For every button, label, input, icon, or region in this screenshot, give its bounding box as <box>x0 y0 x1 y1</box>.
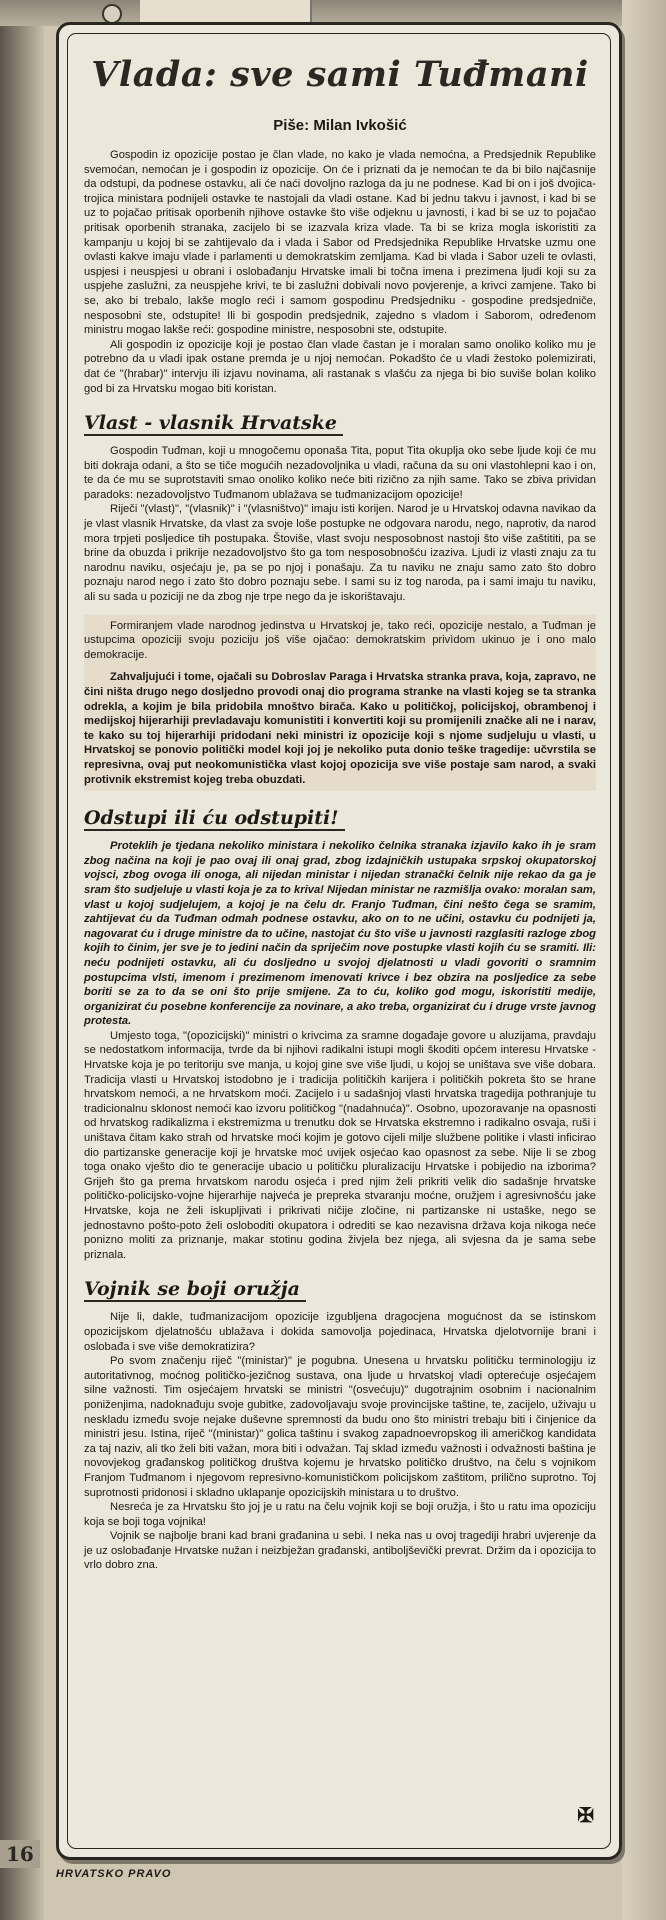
article-title: Vlada: sve sami Tuđmani <box>91 54 589 95</box>
intro-paragraph: Ali gospodin iz opozicije koji je postao član vlade častan je i moralan samo onoliko koliko mu je potrebno da u vladi ipak ostane premda je u njoj nemoćan. Pokadšto će u vladi žestoko polemizirati, dat će "(hrabar)" intervju ili izjavu novinama, ali rastanak s vlašću za njega bi bio suviše bolan koliko god bi za Hrvatsku mogao biti koristan. <box>84 338 596 395</box>
article-inner <box>67 33 611 1849</box>
page-tab <box>140 0 312 22</box>
body-paragraph: Nije li, dakle, tuđmanizacijom opozicije izgubljena dragocjena mogućnost da se istinskom opozicijskom djelatnošću ublažava i dokida samovolja pojedinaca, Hrvatska djelotvornije brani i oslobađa i sve više demokratizira? <box>84 1311 596 1353</box>
lead-block <box>84 839 596 1029</box>
lead-paragraph: Proteklih je tjedana nekoliko ministara i nekoliko čelnika stranaka izjavilo kako ih je sram zbog načina na koji je pao ovaj ili onaj grad, zbog izdajničkih ustupaka srpskoj okupatorskoj vojsci, zbog ovoga ili onoga, ali nijedan ministar i nijedan stranački čelnik nije rekao da ga je sram što sudjeluje u vlasti koja je za to kriva! Nijedan ministar ne razmišlja ovako: moralan sam, vlast u kojoj sudjelujem, a kojoj je na čelu dr. Franjo Tuđman, čini nešto čega se sramim, zahtijevat ću da Tuđman odmah podnese ostavku, ako on to ne učini, ostavku ću podnijeti ja, nagovarat ću i druge ministre da to učine, nastojat ću što više u javnosti razglasiti razloge zbog kojih to činim, jer sve je to jedini način da spriječim nove postupke vlasti kojih ću se sramiti. Ili: neću podnijeti ostavku, ali ću dosljedno u svojoj djelatnosti u vladi govoriti o sramnim postupcima vlsti, imenom i prezimenom imenovati krivce i bez obzira na posljedice za sebe boriti se za to da se oni što prije smijene. Za to ću, koliko god mogu, iskoristiti medije, organizirat ću posebne konferencije za novinare, a ako treba, organizirat ću i druge vrste javnog protesta. <box>84 840 596 1028</box>
highlight-paragraph: Zahvaljujući i tome, ojačali su Dobroslav Paraga i Hrvatska stranka prava, koja, zapravo, ne čini ništa drugo nego dosljedno provodi onaj dio programa stranke na vlasti kojeg se ta stranka odrekla, a kojim je bila pridobila mnoštvo birača. Kako u političkoj, policijskoj, obrambenoj i medijskoj hijerarhiji prevladavaju komunistiti i konvertiti koji su promijenili značke ali ne i narav, te kako su toj hijerarhiji pridodani neki ministri iz opozicije koji s njome sudjeluju u vlasti, u Hrvatskoj se ponovio politički model koji joj je nekoliko puta donio teške tragedije: učvrstila se represivna, ovaj put neokomunistička vlast kojoj opozicija sve više postaje sam narod, a svaki protivnik ekstremist kojeg treba obuzdati. <box>84 671 596 786</box>
section-heading: Vlast - vlasnik Hrvatske <box>84 412 343 436</box>
highlight-band <box>84 615 596 792</box>
cross-end-icon: ✠ <box>577 1805 594 1827</box>
page-spine <box>0 26 44 1920</box>
body-paragraph: Po svom značenju riječ "(ministar)" je pogubna. Unesena u hrvatsku političku terminologiju iz autoritativnog, moćnog političko-jezičnog sustava, ona ljude u hrvatskoj vladi opterećuje osjećajem silne važnosti. Tim osjećajem hrvatski se ministri "(osvećuju)" dugotrajnim osobnim i nacionalnim poniženjima, nadoknađuju svoje gubitke, zadovoljavaju svoje provincijske taštine, te, zacijelo, uživaju u neskladu između svoje nejake duševne spremnosti da budu ono što ministri trebaju biti i činjenice da ministri jesu. Istina, riječ "(ministar)" golica taštinu i svakog zapadnoevropskog ili američkog kandidata za taj naziv, ali tko želi biti važan, mora biti i odvažan. Taj sklad između važnosti i odvažnosti baština je novovjekog građanskog političkog društva kojemu je hrvatsko političko društvo, na čelu s vojnikom Franjom Tuđmanom i njegovom represivno-komunističkom policijskom zaštitom, prilično suprotno. Toj suprotnosti pridonosi i skladno uklapanje opozicijskih ministara u to društvo. <box>84 1355 596 1499</box>
section-heading: Vojnik se boji oružja <box>84 1278 306 1302</box>
section-heading: Odstupi ili ću odstupiti! <box>84 807 345 831</box>
intro-block <box>84 148 596 396</box>
page-number: 16 <box>0 1840 40 1868</box>
intro-paragraph: Gospodin iz opozicije postao je član vlade, no kako je vlada nemoćna, a Predsjednik Republike svemoćan, nemoćan je i gospodin iz opozicije. On će i priznati da je nemoćan te da bi bilo najčasnije da odstupi, da podnese ostavku, ali će naći dovoljno razloga da ju ne podnese. Kad bi on i još dvojica-trojica ministara podnijeli ostavke te nastojali da vladi ostane. Kad bi jednu takvu i javnost, i kad bi se uz to pojačao pritisak oporbenih njihove ostavke što više odjeknu u javnosti, i kad bi se uz to pojačao pritisak oporbenih stranaka, zacijelo bi se izazvala kriza vlade. Ta bi se kriza mogla iskoristiti za kampanju u kojoj bi se zahtijevalo da i vlada i Sabor od Predsjednika Republike Hrvatske uzmu one ovlasti kakve imaju vlade i parlamenti u demokratskim zemljama. Kad bi vlada i Sabor uzeli te ovlasti, uspjesi i neuspjesi u obrani i oslobađanju Hrvatske imali bi točna imena i prezimena ljudi koji su za uspjehe zaslužni, za neuspjehe krivi, te bi zaslužni dobivali novo povjerenje, a krivci zamjene. Tako bi se, ako bi trebalo, lakše moglo reći i samom gospodinu Predsjedniku - gospodine predsjedniče, nesposobni ste, odstupite! Ili bi gospodin predsjednik, zajedno s vladom i Saborom, određenom ministru mogao lakše reći: gospodine ministre, nesposobni ste, odstupite. <box>84 149 596 337</box>
author-byline: Piše: Milan Ivkošić <box>273 117 407 134</box>
highlight-paragraph: Formiranjem vlade narodnog jedinstva u Hrvatskoj je, tako reći, opozicije nestalo, a Tuđman je ustupcima opoziciji svoju poziciju još više ojačao: demokratskim privìdom ukinuo je i ono malo demokracije. <box>84 619 596 661</box>
body-paragraph: Umjesto toga, "(opozicijski)" ministri o krivcima za sramne događaje govore u aluzijama, pravdaju se nedostatkom informacija, tvrde da bi njihovi radikalni istupi mogli škoditi općem interesu Hrvatske - Hrvatske koja je po teritoriju sve manja, u kojoj gine sve više ljudi, u kojoj se uništava sve više dobara. Tradicija vlasti u Hrvatskoj istodobno je i tradicija političkih karijera i političkih pokreta što se hrane hrvatskom nemoći, a ne hrvatskom moći. Zacijelo i u sadašnjoj vlasti hrvatska tragedija pothranjuje tu tradicionalnu sklonost nemoći kao izvoru političkog "(nadahnuća)". Osobno, upozoravanje na opasnosti od hrvatskog radikalizma i ekstremizma u trenutku dok se Hrvatska ekstremno i radikalno osvaja, ruši i uništava čitam kako strah od hrvatske moći kojim je gotovo cijeli milje službene politike i vlasti inficirao dio partizanske generacije koji je hrvatske moć uvijek osjećao kao opasnost za sebe. Nije li se zbog toga onako vješto dio te generacije ubacio u političku pluralizaciju Hrvatske i pobijedio na izborima? Grijeh što ga prema hrvatskom narodu osjeća i pred njim želi prikriti velik dio sadašnje hrvatske političko-policijsko-vojne hijerarhije najveća je prepreka stvaranju moćne, oružjem i agresivnošću jake Hrvatske, koja ne želi iskupljivati i prikrivati ničije zločine, ni partizanske ni ustaške, nego se jednostavno pošto-poto želi osloboditi okupatora i odrediti se kao nezavisna država koja nikoga neće ponizno moliti za priznanje, makar stotinu godina živjela bez njega, ali svjesna da je sama sebe priznala. <box>84 1029 596 1261</box>
binder-hole-icon <box>102 4 122 24</box>
body-paragraph: Riječi "(vlast)", "(vlasnik)" i "(vlasništvo)" imaju isti korijen. Narod je u Hrvatskoj odavna navikao da je vlast vlasnik Hrvatske, da vlast za svoje loše postupke ne odgovara narodu, nego, naprotiv, da narod mora trpjeti posljedice tih postupaka. Štoviše, vlast svoju nesposobnost nastoji što više zaštititi, pa se brine da obuzda i prikrije nezadovoljstvo što ga tom nesposobnošću izaziva. Ljudi iz vlasti znaju za tu narodnu naviku, osjećaju je, pa se po njoj i ponašaju. Za tu naviku ne znaju samo zato što dobro poznaju narod nego i zato što dobro poznaju sebe. I sami su iz tog naroda, pa i sami imaju tu naviku, ali su sada u poziciji ne da zbog nje trpe nego da je iskorištavaju. <box>84 503 596 604</box>
article-frame <box>56 22 622 1860</box>
publication-footer: HRVATSKO PRAVO <box>56 1868 172 1880</box>
page-edge <box>622 0 666 1920</box>
body-paragraph: Nesreća je za Hrvatsku što joj je u ratu na čelu vojnik koji se boji oružja, i što u ratu ima opoziciju koja se boji toga vojnika! <box>84 1501 596 1528</box>
body-paragraph: Gospodin Tuđman, koji u mnogočemu oponaša Tita, poput Tita okuplja oko sebe ljude koji će mu biti dokraja odani, a što se tiče mogućih nezadovoljnika u vladi, računa da su oni vlastohlepni kao i on, te da će mu se suprotstaviti smao onoliko koliko neće biti rizično za njih same. Tako se zbiva prividan paradoks: nezadovoljstvo Tuđmanom ublažava se tuđmanizacijom opozicije! <box>84 445 596 501</box>
body-paragraph: Vojnik se najbolje brani kad brani građanina u sebi. I neka nas u ovoj tragediji hrabri uvjerenje da je uz oslobađanje Hrvatske nužan i neizbježan građanski, antiboljševički prevrat. Držim da i opozicija to vrlo dobro zna. <box>84 1530 596 1572</box>
